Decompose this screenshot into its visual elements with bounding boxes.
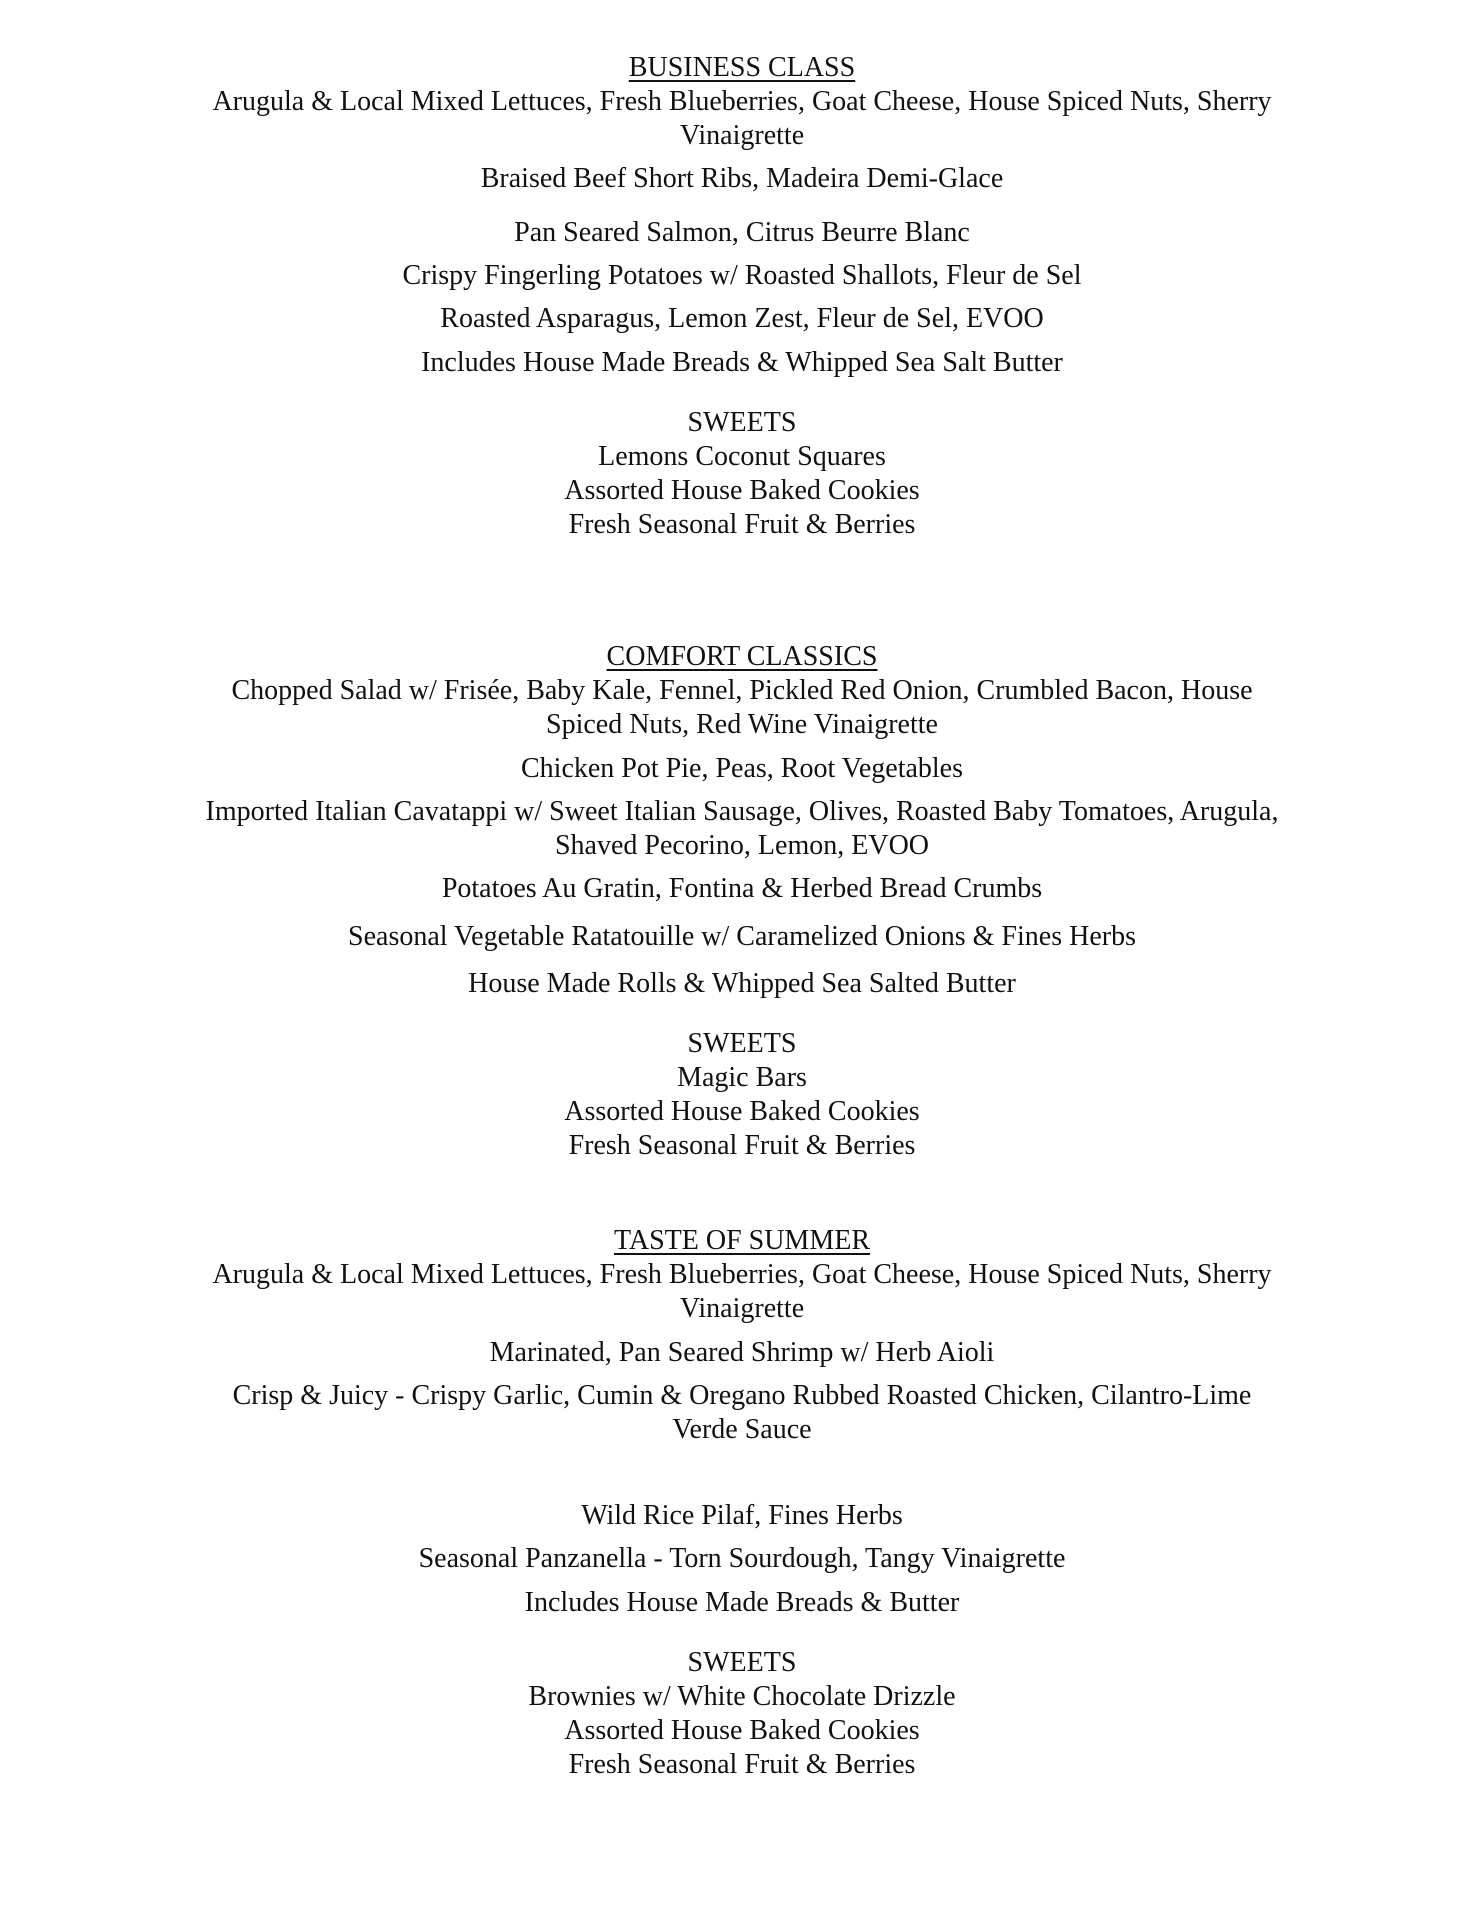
menu-item: Roasted Asparagus, Lemon Zest, Fleur de Sel, EVOO (440, 303, 1044, 334)
sweets-item: Lemons Coconut Squares (598, 441, 886, 472)
sweets-item: Fresh Seasonal Fruit & Berries (568, 1749, 916, 1780)
menu-item: Arugula & Local Mixed Lettuces, Fresh Blueberries, Goat Cheese, House Spiced Nuts, Sherry (212, 86, 1272, 117)
menu-item: Crisp & Juicy - Crispy Garlic, Cumin & Oregano Rubbed Roasted Chicken, Cilantro-Lime (232, 1380, 1252, 1411)
menu-item: Arugula & Local Mixed Lettuces, Fresh Blueberries, Goat Cheese, House Spiced Nuts, Sherry (212, 1259, 1272, 1290)
menu-item: Seasonal Panzanella - Torn Sourdough, Tangy Vinaigrette (418, 1543, 1066, 1574)
menu-item: Braised Beef Short Ribs, Madeira Demi-Glace (480, 163, 1004, 194)
sweets-item: Magic Bars (677, 1062, 807, 1093)
menu-item: Pan Seared Salmon, Citrus Beurre Blanc (514, 217, 970, 248)
sweets-title: SWEETS (687, 1028, 797, 1059)
sweets-item: Brownies w/ White Chocolate Drizzle (528, 1681, 956, 1712)
menu-title-comfort-classics: COMFORT CLASSICS (606, 641, 878, 672)
menu-title-business-class: BUSINESS CLASS (628, 52, 856, 83)
menu-item: Shaved Pecorino, Lemon, EVOO (554, 830, 930, 861)
sweets-title: SWEETS (687, 1647, 797, 1678)
sweets-item: Assorted House Baked Cookies (564, 1096, 920, 1127)
menu-item: Includes House Made Breads & Whipped Sea Salt Butter (421, 347, 1063, 378)
menu-item: Vinaigrette (679, 1293, 805, 1324)
menu-item: Verde Sauce (672, 1414, 812, 1445)
menu-item: Potatoes Au Gratin, Fontina & Herbed Bread Crumbs (441, 873, 1043, 904)
menu-item: Imported Italian Cavatappi w/ Sweet Italian Sausage, Olives, Roasted Baby Tomatoes, Arugula, (205, 796, 1279, 827)
menu-title-taste-of-summer: TASTE OF SUMMER (613, 1225, 871, 1256)
menu-item: Chopped Salad w/ Frisée, Baby Kale, Fennel, Pickled Red Onion, Crumbled Bacon, House (231, 675, 1253, 706)
menu-item: Chicken Pot Pie, Peas, Root Vegetables (521, 753, 963, 784)
sweets-item: Assorted House Baked Cookies (564, 1715, 920, 1746)
menu-item: Wild Rice Pilaf, Fines Herbs (581, 1500, 903, 1531)
sweets-item: Fresh Seasonal Fruit & Berries (568, 1130, 916, 1161)
menu-item: Vinaigrette (679, 120, 805, 151)
menu-item: Crispy Fingerling Potatoes w/ Roasted Shallots, Fleur de Sel (402, 260, 1082, 291)
menu-item: Includes House Made Breads & Butter (524, 1587, 960, 1618)
sweets-title: SWEETS (687, 407, 797, 438)
menu-item: House Made Rolls & Whipped Sea Salted Butter (468, 968, 1016, 999)
menu-item: Marinated, Pan Seared Shrimp w/ Herb Aioli (489, 1337, 995, 1368)
sweets-item: Assorted House Baked Cookies (564, 475, 920, 506)
menu-item: Spiced Nuts, Red Wine Vinaigrette (546, 709, 938, 740)
sweets-item: Fresh Seasonal Fruit & Berries (568, 509, 916, 540)
menu-item: Seasonal Vegetable Ratatouille w/ Caramelized Onions & Fines Herbs (348, 921, 1136, 952)
